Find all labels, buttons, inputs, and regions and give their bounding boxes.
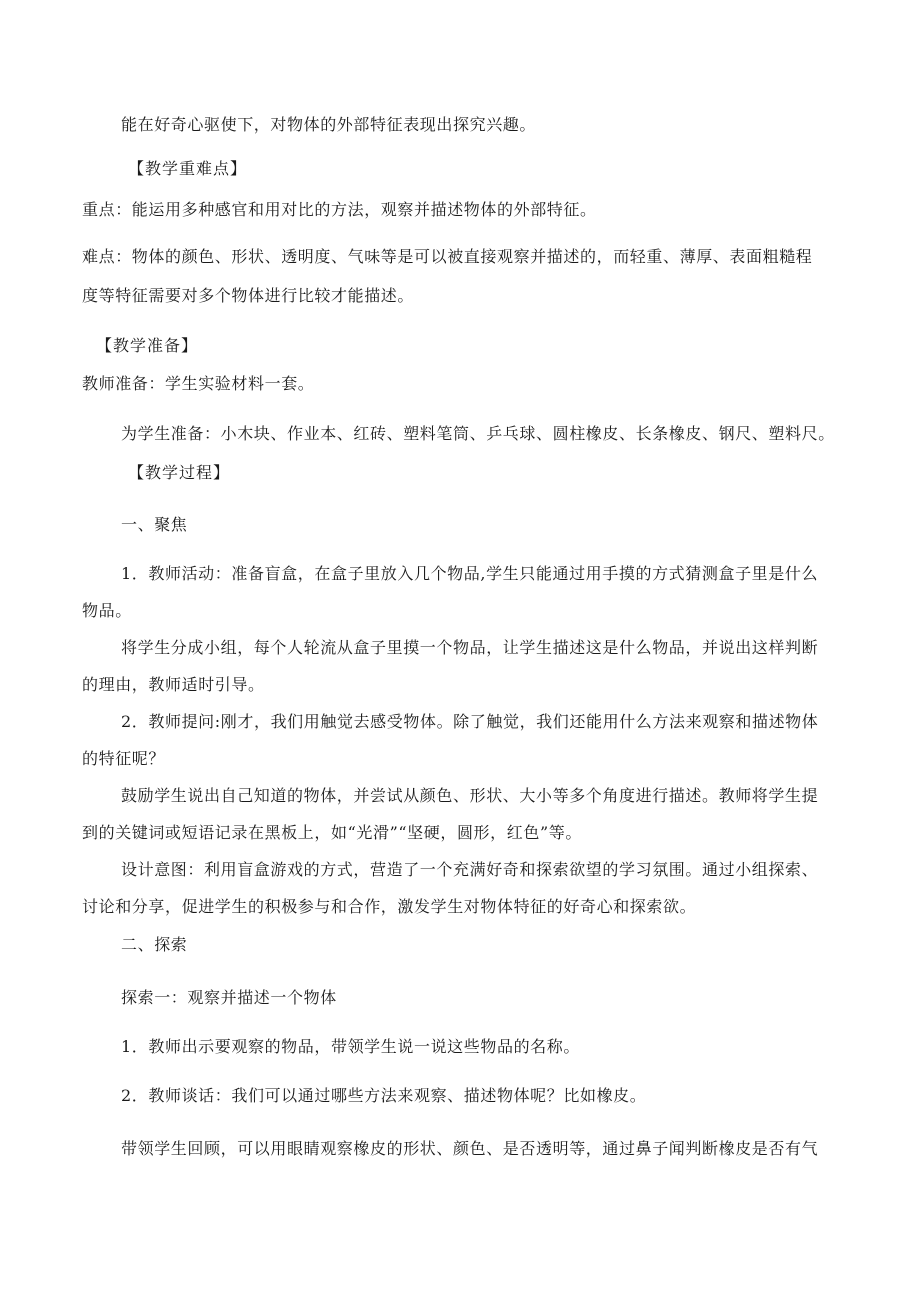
- s2-item2: 2．教师谈话：我们可以通过哪些方法来观察、描述物体呢？比如橡皮。: [121, 1086, 647, 1105]
- difficulty-text-line1: 难点：物体的颜色、形状、透明度、气味等是可以被直接观察并描述的，而轻重、薄厚、表面粗糙程: [82, 247, 813, 266]
- difficulty-text-line2: 度等特征需要对多个物体进行比较才能描述。: [82, 286, 415, 305]
- process-heading: 【教学过程】: [128, 463, 231, 482]
- prep-heading: 【教学准备】: [96, 336, 199, 355]
- intro-goal-text: 能在好奇心驱使下，对物体的外部特征表现出探究兴趣。: [121, 115, 537, 134]
- section2-title: 二、探索: [121, 935, 188, 954]
- s1-para1-line1: 将学生分成小组，每个人轮流从盒子里摸一个物品，让学生描述这是什么物品，并说出这样判断: [121, 638, 819, 657]
- teacher-prep-text: 教师准备：学生实验材料一套。: [82, 374, 315, 393]
- explore1-title: 探索一：观察并描述一个物体: [121, 988, 337, 1007]
- s1-design-line2: 讨论和分享，促进学生的积极参与和合作，激发学生对物体特征的好奇心和探索欲。: [82, 897, 697, 916]
- student-prep-text: 为学生准备：小木块、作业本、红砖、塑料笔筒、乒乓球、圆柱橡皮、长条橡皮、钢尺、塑料尺。: [121, 424, 835, 443]
- s1-para2-line2: 到的关键词或短语记录在黑板上，如“光滑”“坚硬，圆形，红色”等。: [82, 823, 582, 842]
- s1-item1-line2: 物品。: [82, 601, 132, 620]
- s1-para1-line2: 的理由，教师适时引导。: [82, 675, 265, 694]
- s1-item2-line2: 的特征呢？: [82, 749, 166, 768]
- key-point-text: 重点：能运用多种感官和用对比的方法，观察并描述物体的外部特征。: [82, 200, 597, 219]
- s1-item2-line1: 2．教师提问:刚才，我们用触觉去感受物体。除了触觉，我们还能用什么方法来观察和描述物体: [121, 712, 819, 731]
- key-points-heading: 【教学重难点】: [128, 159, 248, 178]
- s2-item1: 1．教师出示要观察的物品，带领学生说一说这些物品的名称。: [121, 1037, 580, 1056]
- s1-item1-line1: 1．教师活动：准备盲盒，在盒子里放入几个物品,学生只能通过用手摸的方式猜测盒子里是什么: [121, 564, 819, 583]
- s1-para2-line1: 鼓励学生说出自己知道的物体，并尝试从颜色、形状、大小等多个角度进行描述。教师将学生提: [121, 786, 819, 805]
- section1-title: 一、聚焦: [121, 515, 188, 534]
- s1-design-line1: 设计意图：利用盲盒游戏的方式，营造了一个充满好奇和探索欲望的学习氛围。通过小组探索、: [121, 860, 819, 879]
- s2-para-line1: 带领学生回顾，可以用眼睛观察橡皮的形状、颜色、是否透明等，通过鼻子闻判断橡皮是否有气: [121, 1139, 819, 1158]
